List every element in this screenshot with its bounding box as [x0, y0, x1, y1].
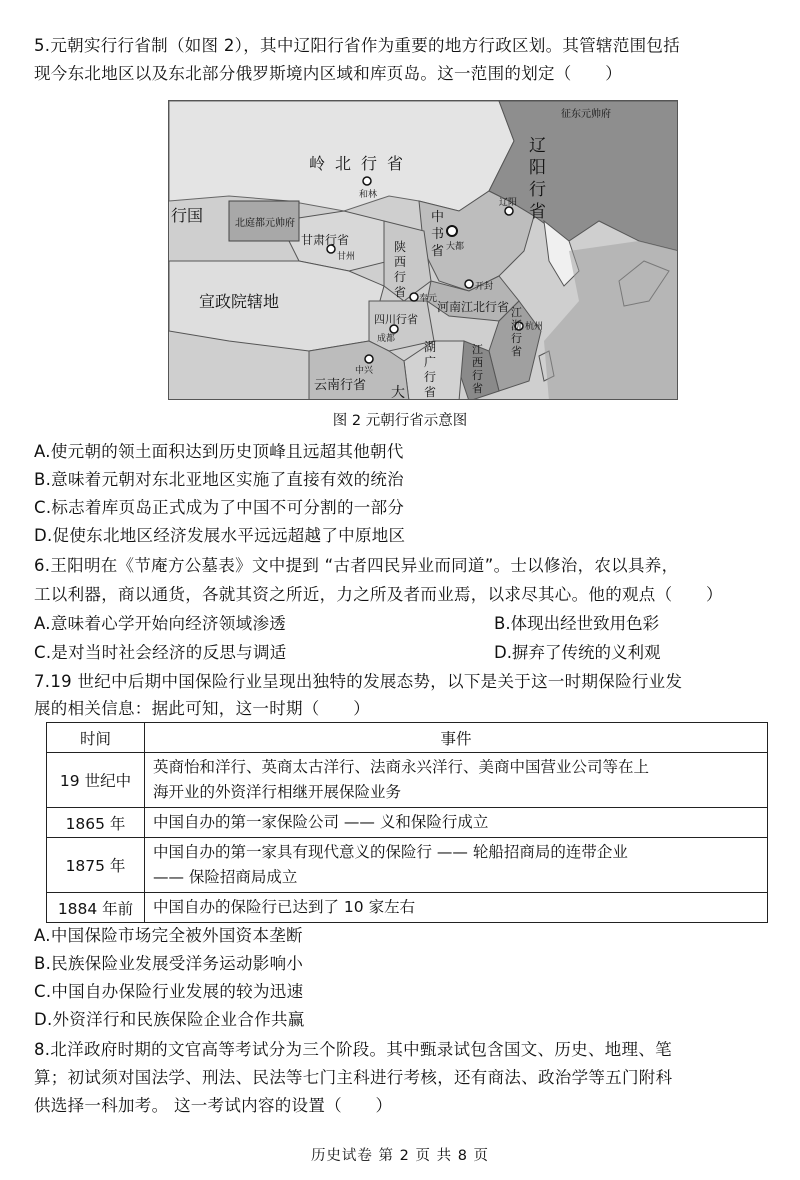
q6-option-c: C.是对当时社会经济的反思与调适 [34, 643, 287, 662]
q6-stem-line2: 工以利器，商以通货，各就其资之所近，力之所及者而业焉，以求尽其心。他的观点（ ） [34, 585, 723, 604]
row-time: 1884 年前 [47, 893, 145, 923]
row-time: 19 世纪中 [47, 753, 145, 808]
label-hang-guo: 行国 [171, 206, 204, 225]
label-liaoyang: 辽阳行省 [529, 136, 546, 222]
city-dot-fengyuan [410, 293, 418, 301]
row-time: 1875 年 [47, 838, 145, 893]
city-label-chengdu: 成都 [377, 334, 396, 344]
insurance-events-table [46, 722, 768, 923]
q6-option-a: A.意味着心学开始向经济领域渗透 [34, 614, 287, 633]
row-event-line: 海开业的外资洋行相继开展保险业务 [153, 783, 402, 801]
table-header-row [47, 723, 768, 753]
label-bei-ting: 北庭都元帅府 [235, 218, 295, 229]
row-event [145, 808, 768, 838]
q7-option-a: A.中国保险市场完全被外国资本垄断 [34, 926, 303, 945]
city-label-helin: 和林 [359, 190, 378, 200]
row-event-line: 中国自办的第一家保险公司 —— 义和保险行成立 [153, 813, 489, 831]
label-huguang: 湖广行省 [424, 340, 437, 399]
label-yunnan: 云南行省 [314, 378, 367, 393]
q7-option-d: D.外资洋行和民族保险企业合作共赢 [34, 1010, 305, 1029]
header-time: 时间 [47, 723, 145, 753]
q7-stem-line1: 7.19 世纪中后期中国保险行业呈现出独特的发展态势，以下是关于这一时期保险行业发 [34, 672, 683, 691]
label-sichuan: 四川行省 [374, 313, 418, 326]
q6-option-b: B.体现出经世致用色彩 [494, 614, 660, 633]
city-label-dadu: 大都 [446, 242, 465, 252]
map-svg [169, 101, 678, 400]
city-label-kaifeng: 开封 [475, 282, 494, 292]
label-jiangzhe: 江浙行省 [511, 306, 522, 358]
label-zhongshu: 中书省 [431, 210, 445, 259]
page-footer: 历史试卷 第 2 页 共 8 页 [310, 1148, 490, 1164]
label-lingbei: 岭北行省 [309, 154, 414, 173]
yuan-provinces-map [168, 100, 678, 400]
label-zheng-dong: 征东元帅府 [561, 109, 611, 120]
city-label-hangzhou: 杭州 [525, 322, 544, 332]
city-dot-dadu [447, 226, 457, 236]
q8-stem-line3: 供选择一科加考。 这一考试内容的设置（ ） [34, 1096, 393, 1115]
row-event-line: 中国自办的保险行已达到了 10 家左右 [153, 898, 416, 916]
city-label-liaoyang: 辽阳 [499, 198, 518, 208]
row-event-line: 中国自办的第一家具有现代意义的保险行 —— 轮船招商局的连带企业 [153, 843, 628, 861]
header-event: 事件 [145, 723, 768, 753]
q7-option-c: C.中国自办保险行业发展的较为迅速 [34, 982, 304, 1001]
label-henan: 河南江北行省 [437, 300, 510, 314]
city-label-fengyuan: 奉元 [419, 294, 438, 304]
city-label-zhongxing: 中兴 [355, 366, 374, 376]
q5-option-a: A.使元朝的领土面积达到历史顶峰且远超其他朝代 [34, 442, 404, 461]
q6-option-d: D.摒弃了传统的义利观 [494, 643, 661, 662]
label-xuanzheng: 宣政院辖地 [199, 292, 280, 311]
city-dot-helin [363, 177, 371, 185]
q8-stem-line1: 8.北洋政府时期的文官高等考试分为三个阶段。其中甄录试包含国文、历史、地理、笔 [34, 1040, 672, 1059]
q5-option-c: C.标志着库页岛正式成为了中国不可分割的一部分 [34, 498, 405, 517]
city-dot-kaifeng [465, 280, 473, 288]
label-da: 大 [391, 385, 405, 400]
q8-stem-line2: 算；初试须对国法学、刑法、民法等七门主科进行考核，还有商法、政治学等五门附科 [34, 1068, 673, 1087]
q7-stem-line2: 展的相关信息：据此可知，这一时期（ ） [34, 699, 370, 718]
city-label-ganzhou: 甘州 [337, 252, 356, 262]
q5-option-b: B.意味着元朝对东北亚地区实施了直接有效的统治 [34, 470, 404, 489]
label-shaanxi: 陕西行省 [394, 240, 407, 299]
label-gansu: 甘肃行省 [301, 233, 350, 247]
city-dot-zhongxing [365, 355, 373, 363]
row-event-line: —— 保险招商局成立 [153, 868, 298, 886]
q5-stem-line1: 5.元朝实行行省制（如图 2），其中辽阳行省作为重要的地方行政区划。其管辖范围包括 [34, 36, 681, 55]
city-dot-chengdu [390, 325, 398, 333]
row-time: 1865 年 [47, 808, 145, 838]
row-event [145, 893, 768, 923]
row-event [145, 838, 768, 893]
table-row [47, 753, 768, 808]
table-row [47, 893, 768, 923]
city-dot-liaoyang [505, 207, 513, 215]
q5-option-d: D.促使东北地区经济发展水平远远超越了中原地区 [34, 526, 406, 545]
map-caption: 图 2 元朝行省示意图 [332, 413, 468, 429]
q5-stem-line2: 现今东北地区以及东北部分俄罗斯境内区域和库页岛。这一范围的划定（ ） [34, 64, 622, 83]
table-row [47, 808, 768, 838]
q7-option-b: B.民族保险业发展受洋务运动影响小 [34, 954, 304, 973]
row-event [145, 753, 768, 808]
q6-stem-line1: 6.王阳明在《节庵方公墓表》文中提到 “古者四民异业而同道”。士以修治，农以具养， [34, 556, 679, 575]
label-jiangxi: 江西行省 [472, 343, 483, 395]
table-row [47, 838, 768, 893]
row-event-line: 英商怡和洋行、英商太古洋行、法商永兴洋行、美商中国营业公司等在上 [153, 758, 650, 776]
